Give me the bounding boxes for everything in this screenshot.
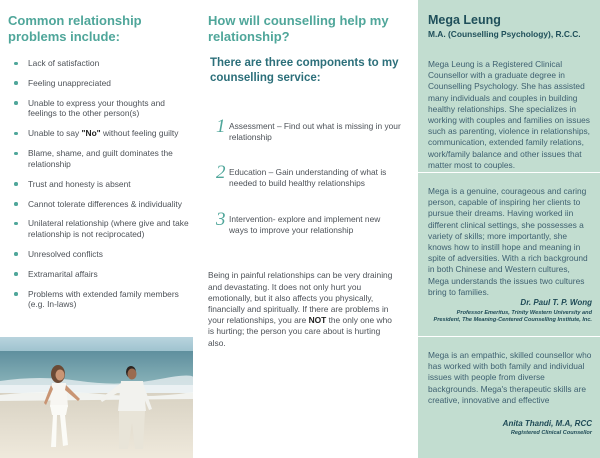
bullet-icon (14, 182, 18, 186)
signature-title: Professor Emeritus, Trinity Western University and (456, 310, 592, 316)
component-number: 2 (216, 162, 226, 183)
signature-title: President, The Meaning-Centered Counselling Institute, Inc. (433, 317, 592, 323)
component-item (216, 211, 401, 236)
component-item (216, 118, 401, 143)
list-item: Feeling unappreciated (14, 78, 190, 89)
counselling-heading: How will counselling help my relationship? (208, 13, 389, 44)
bullet-icon (14, 252, 18, 256)
bullet-icon (14, 81, 18, 85)
testimonial-signature (503, 419, 592, 437)
bullet-icon (14, 222, 18, 226)
couple-beach-photo (0, 337, 193, 458)
bullet-icon (14, 202, 18, 206)
signature-name: Anita Thandi, M.A, RCC (502, 419, 592, 428)
divider (418, 336, 600, 337)
list-item: Problems with extended family members (e.g. In-laws) (14, 289, 190, 310)
list-item: Unable to express your thoughts and feelings to the other person(s) (14, 98, 190, 119)
component-number: 3 (216, 209, 226, 230)
list-item: Cannot tolerate differences & individuality (14, 199, 190, 210)
testimonial-signature (433, 298, 592, 324)
bullet-icon (14, 62, 18, 66)
bullet-icon (14, 132, 18, 136)
problems-list (14, 58, 190, 319)
bio-paragraph: Mega Leung is a Registered Clinical Counsellor with a graduate degree in Counselling Psychology. She has assisted many individuals and couples in building healthy relationships. She specializes in working with couples and families on issues such as parenting, violence in relationships, communication, extended family relations, work/family balance and other issues that matter most to couples. (428, 59, 591, 170)
component-text: Education – Gain understanding of what is needed to build healthy relationships (229, 167, 387, 188)
list-item: Extramarital affairs (14, 269, 190, 280)
painful-relationships-paragraph: Being in painful relationships can be very draining and devastating. It does not only hurt you emotionally, but it also affects you physically, financially and spiritually. If there are problems in your relationships, you are NOT the only one who is hurting; the person you care about is hurting also. (208, 270, 393, 348)
divider (418, 172, 600, 173)
components-subheading: There are three components to my counselling service: (210, 57, 399, 84)
bullet-icon (14, 152, 18, 156)
bullet-icon (14, 292, 18, 296)
component-text: Assessment – Find out what is missing in your relationship (229, 121, 401, 142)
signature-title: Registered Clinical Counsellor (510, 430, 592, 436)
testimonial-paragraph: Mega is an empathic, skilled counsellor who has worked with both family and individual issues with people from diverse backgrounds. Mega's therapeutic skills are creative, innovative and effective (428, 350, 592, 405)
list-item: Trust and honesty is absent (14, 179, 190, 190)
signature-name: Dr. Paul T. P. Wong (520, 298, 592, 307)
list-item: Blame, shame, and guilt dominates the relationship (14, 148, 190, 169)
list-item: Unresolved conflicts (14, 249, 190, 260)
counsellor-profile-panel (418, 0, 600, 458)
counsellor-name: Mega Leung (428, 13, 501, 27)
counsellor-credentials: M.A. (Counselling Psychology), R.C.C. (428, 29, 581, 39)
list-item: Lack of satisfaction (14, 58, 190, 69)
component-text: Intervention- explore and implement new ways to improve your relationship (229, 214, 381, 235)
testimonial-paragraph: Mega is a genuine, courageous and caring person, capable of inspiring her clients to pursue their dreams. Having worked iin different clinical settings, she possesses a variety of skills; more importantly, she knows how to instill hope and meaning in spite of adversities. With a rich background in both Chinese and Western cultures, Mega understands the issues two cultures bring to families. (428, 186, 588, 297)
list-item: Unilateral relationship (where give and take relationship is not reciprocated) (14, 218, 190, 239)
bullet-icon (14, 101, 18, 105)
counselling-column (200, 0, 410, 458)
bullet-icon (14, 272, 18, 276)
component-number: 1 (216, 116, 226, 137)
list-item: Unable to say "No" without feeling guilty (14, 128, 190, 139)
problems-heading: Common relationship problems include: (8, 13, 142, 44)
component-item (216, 164, 401, 189)
